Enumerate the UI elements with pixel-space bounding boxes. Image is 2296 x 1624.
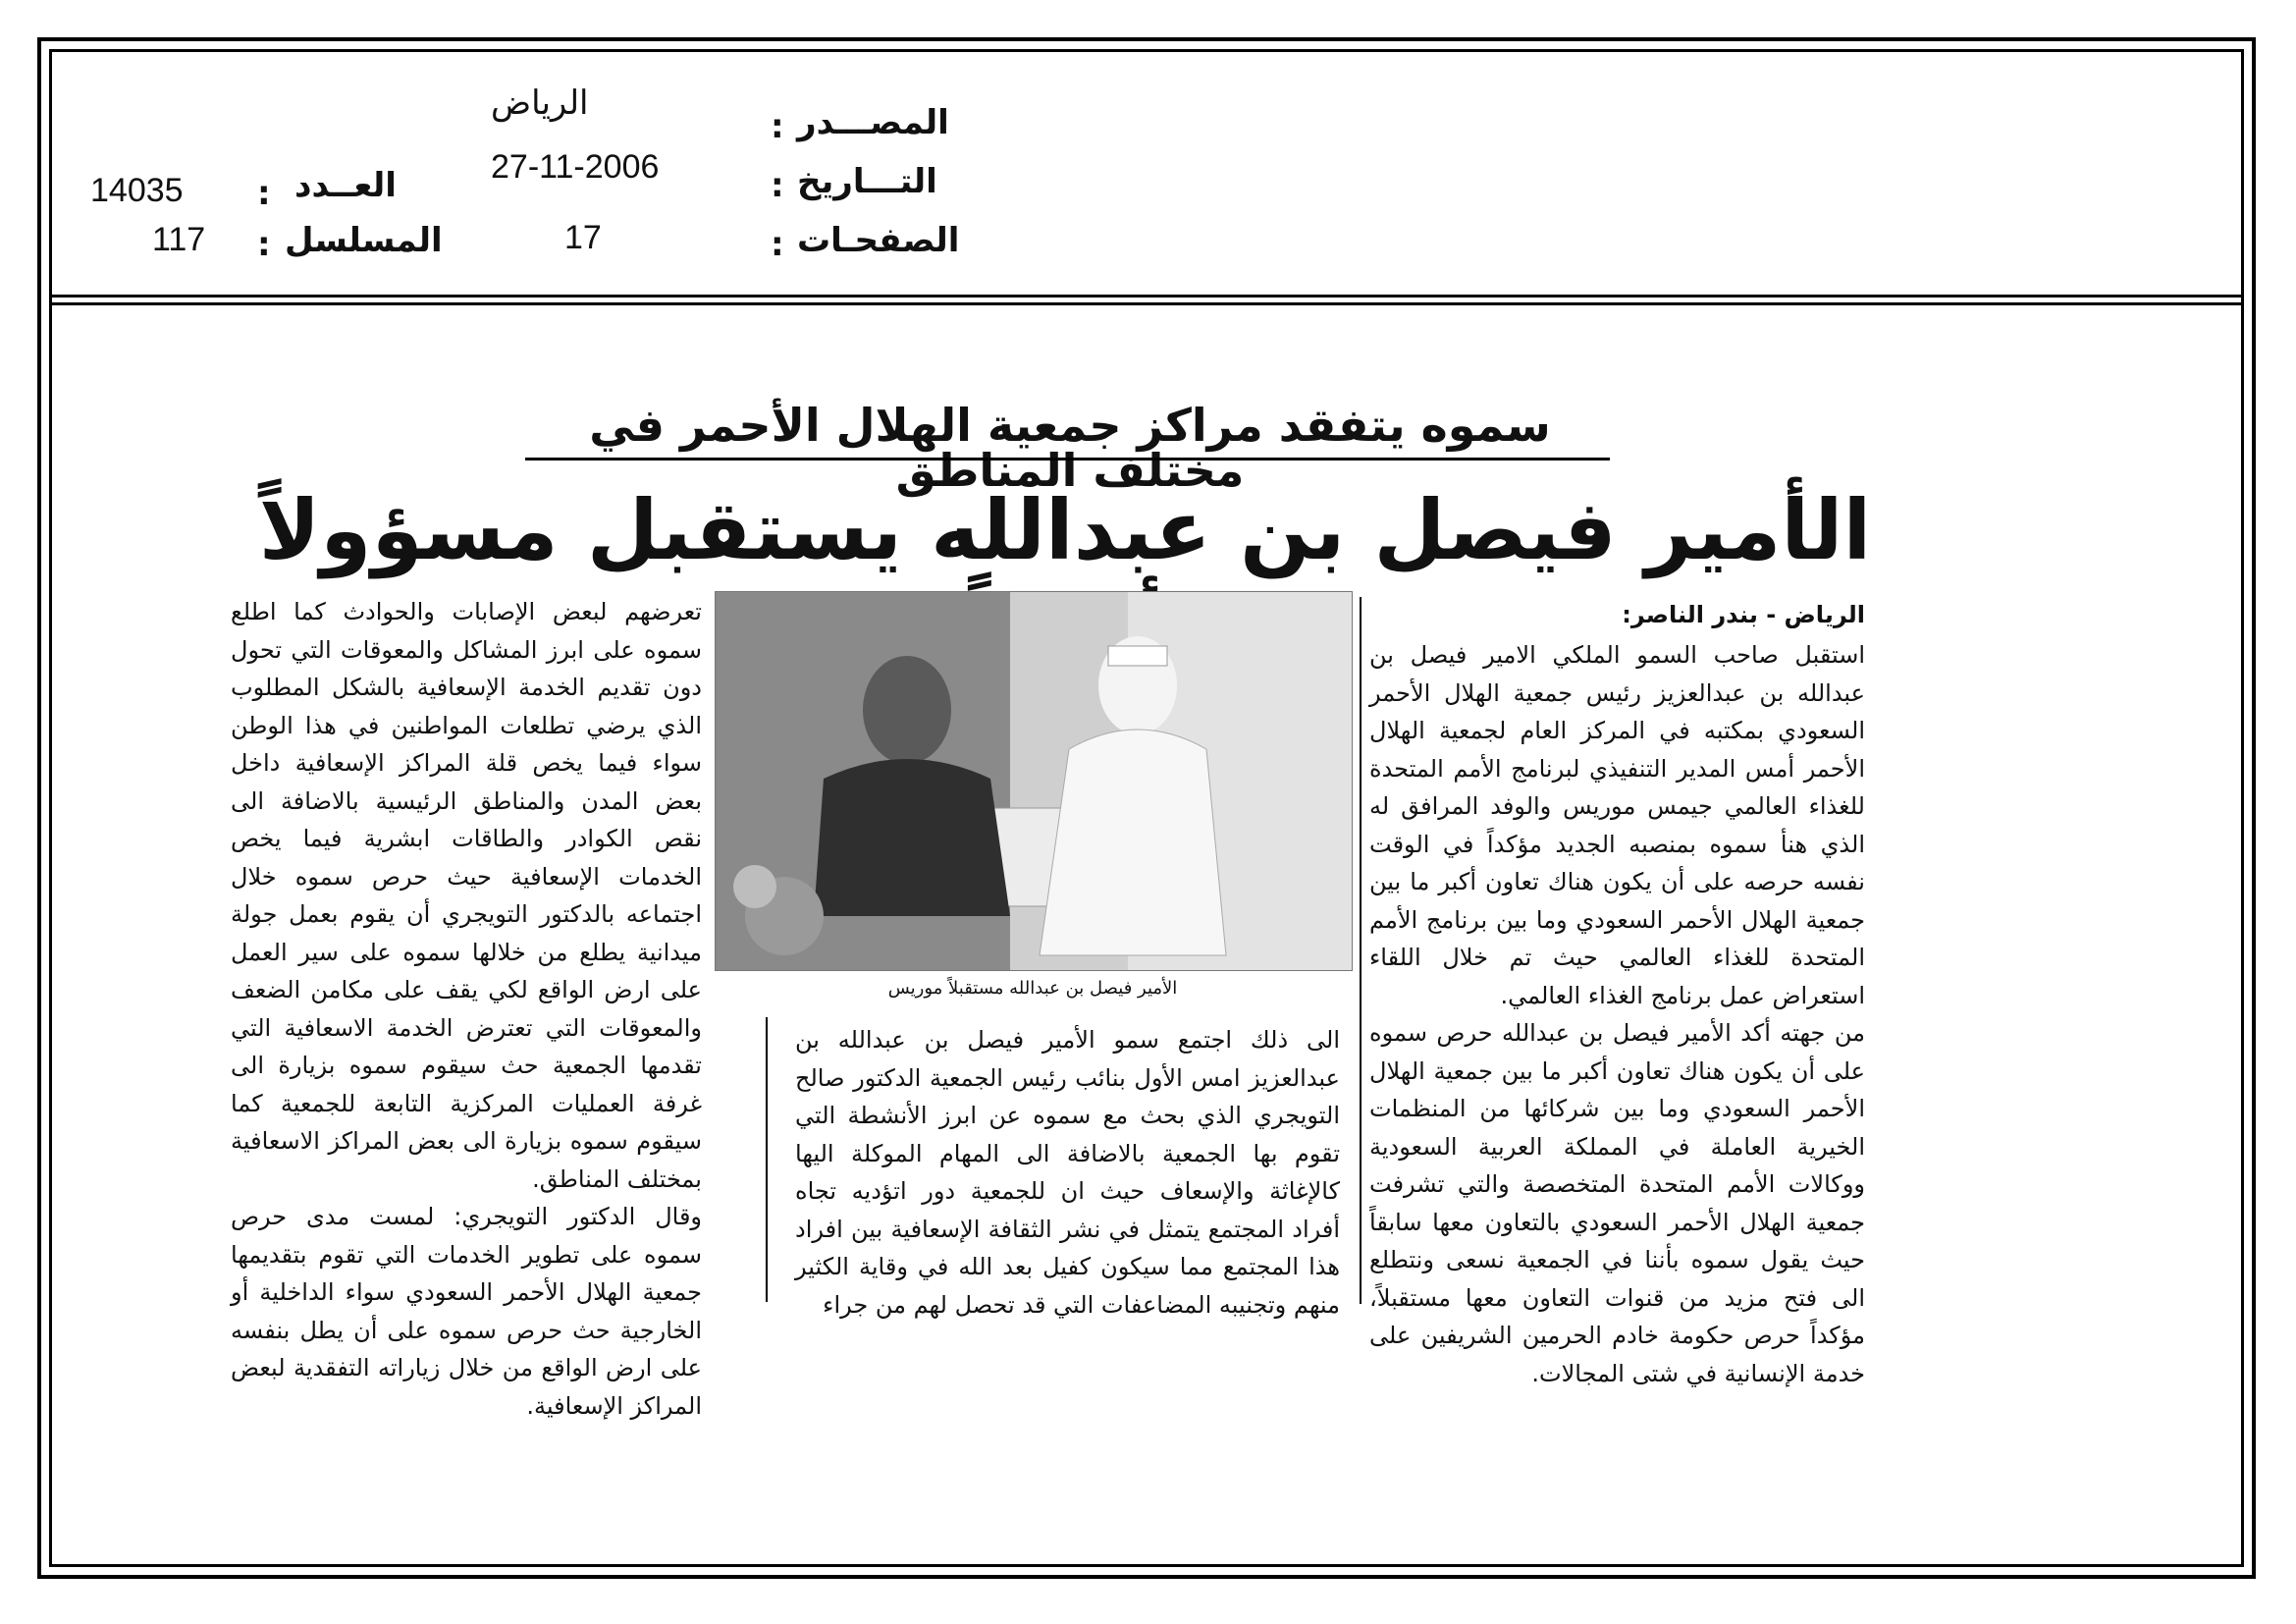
date-colon: : xyxy=(771,166,784,205)
column-right-paragraph-2: من جهته أكد الأمير فيصل بن عبدالله حرص سموه على أن يكون هناك تعاون أكبر ما بين جمعية الهلال الأحمر السعودي وما بين شركائها من المنظمات الخيرية العاملة في المملكة العربية السعودية ووكالات الأمم المتحدة المتخصصة والتي تشرفت جمعية الهلال الأحمر السعودي بالتعاون معها سابقاً حيث يقول سموه بأننا في الجمعية نسعى ونتطلع الى فتح مزيد من قنوات التعاون معها مستقبلاً، مؤكداً حرص حكومة خادم الحرمين الشريفين على خدمة الإنسانية في شتى المجالات. xyxy=(1369,1019,1865,1387)
meeting-photo-image xyxy=(716,592,1352,970)
pages-value: 17 xyxy=(564,219,602,256)
column-right-paragraph-1: استقبل صاحب السمو الملكي الامير فيصل بن عبدالله بن عبدالعزيز رئيس جمعية الهلال الأحمر السعودي بمكتبه في المركز العام لجمعية الهلال الأحمر أمس المدير التنفيذي لبرنامج الأمم المتحدة للغذاء العالمي جيمس موريس والوفد المرافق له الذي هنأ سموه بمنصبه الجديد مؤكداً في الوقت نفسه حرصه على أن يكون هناك تعاون أكبر ما بين جمعية الهلال الأحمر السعودي وما بين برنامج الأمم المتحدة للغذاء العالمي حيث تم خلال اللقاء استعراض عمل برنامج الغذاء العالمي. xyxy=(1369,641,1865,1009)
kicker-underline xyxy=(525,458,1610,460)
article-column-right xyxy=(1369,636,1865,1392)
source-label: المصـــدر xyxy=(797,103,949,142)
photo-caption: الأمير فيصل بن عبدالله مستقبلاً موريس xyxy=(887,978,1178,999)
date-label: التـــاريخ xyxy=(797,162,937,201)
issue-value: 14035 xyxy=(90,172,184,209)
serial-value: 117 xyxy=(152,221,206,258)
pages-label: الصفحـات xyxy=(797,221,960,260)
column-left-paragraph-1: تعرضهم لبعض الإصابات والحوادث كما اطلع سموه على ابرز المشاكل والمعوقات التي تحول دون تقديم الخدمة الإسعافية بالشكل المطلوب الذي يرضي تطلعات المواطنين في هذا الوطن سواء فيما يخص قلة المراكز الإسعافية داخل بعض المدن والمناطق الرئيسية بالاضافة الى نقص الكوادر والطاقات ابشرية فيما يخص الخدمات الإسعافية حيث حرص سموه خلال اجتماعه بالدكتور التويجري أن يقوم بعمل جولة ميدانية يطلع من خلالها سموه على سير العمل على ارض الواقع لكي يقف على مكامن الضعف والمعوقات التي تعترض الخدمة الاسعافية التي تقدمها الجمعية حث سيقوم سموه بزيارة الى غرفة العمليات المركزية التابعة للجمعية كما سيقوم سموه بزيارة الى بعض المراكز الاسعافية بمختلف المناطق. xyxy=(231,598,702,1193)
source-colon: : xyxy=(771,107,784,146)
source-value: الرياض xyxy=(491,84,589,122)
date-value: 27-11-2006 xyxy=(491,148,660,186)
pages-colon: : xyxy=(771,225,784,264)
header-divider-bottom xyxy=(49,302,2244,305)
article-kicker: سموه يتفقد مراكز جمعية الهلال الأحمر في مختلف المناطق xyxy=(589,399,1551,497)
article-headline: الأمير فيصل بن عبدالله يستقبل مسؤولاً xyxy=(258,482,1872,578)
serial-colon: : xyxy=(257,225,271,264)
column-divider-right xyxy=(1360,597,1362,1304)
column-left-paragraph-2: وقال الدكتور التويجري: لمست مدى حرص سموه على تطوير الخدمات التي تقوم بتقديمها جمعية الهلال الأحمر السعودي سواء الداخلية أو الخارجية حث حرص سموه على أن يطل بنفسه على ارض الواقع من خلال زياراته التفقدية لبعض المراكز الإسعافية. xyxy=(231,1203,702,1420)
article-column-left xyxy=(231,593,702,1425)
column-divider-middle xyxy=(766,1017,768,1302)
header-divider-top xyxy=(49,295,2244,298)
issue-colon: : xyxy=(257,174,271,213)
article-column-middle: الى ذلك اجتمع سمو الأمير فيصل بن عبدالله بن عبدالعزيز امس الأول بنائب رئيس الجمعية الدكتور صالح التويجري الذي بحث مع سموه عن ابرز الأنشطة التي تقوم بها الجمعية بالاضافة الى المهام الموكلة اليها كالإغاثة والإسعاف حيث ان للجمعية دور اتؤديه تجاه أفراد المجتمع يتمثل في نشر الثقافة الإسعافية بين افراد هذا المجتمع مما سيكون كفيل بعد الله في وقاية الكثير منهم وتجنيبه المضاعفات التي قد تحصل لهم من جراء xyxy=(795,1026,1340,1319)
serial-label: المسلسل xyxy=(285,221,443,260)
article-photo xyxy=(715,591,1353,971)
article-byline: الرياض - بندر الناصر: xyxy=(1622,601,1865,628)
issue-label: العــدد xyxy=(294,166,397,205)
